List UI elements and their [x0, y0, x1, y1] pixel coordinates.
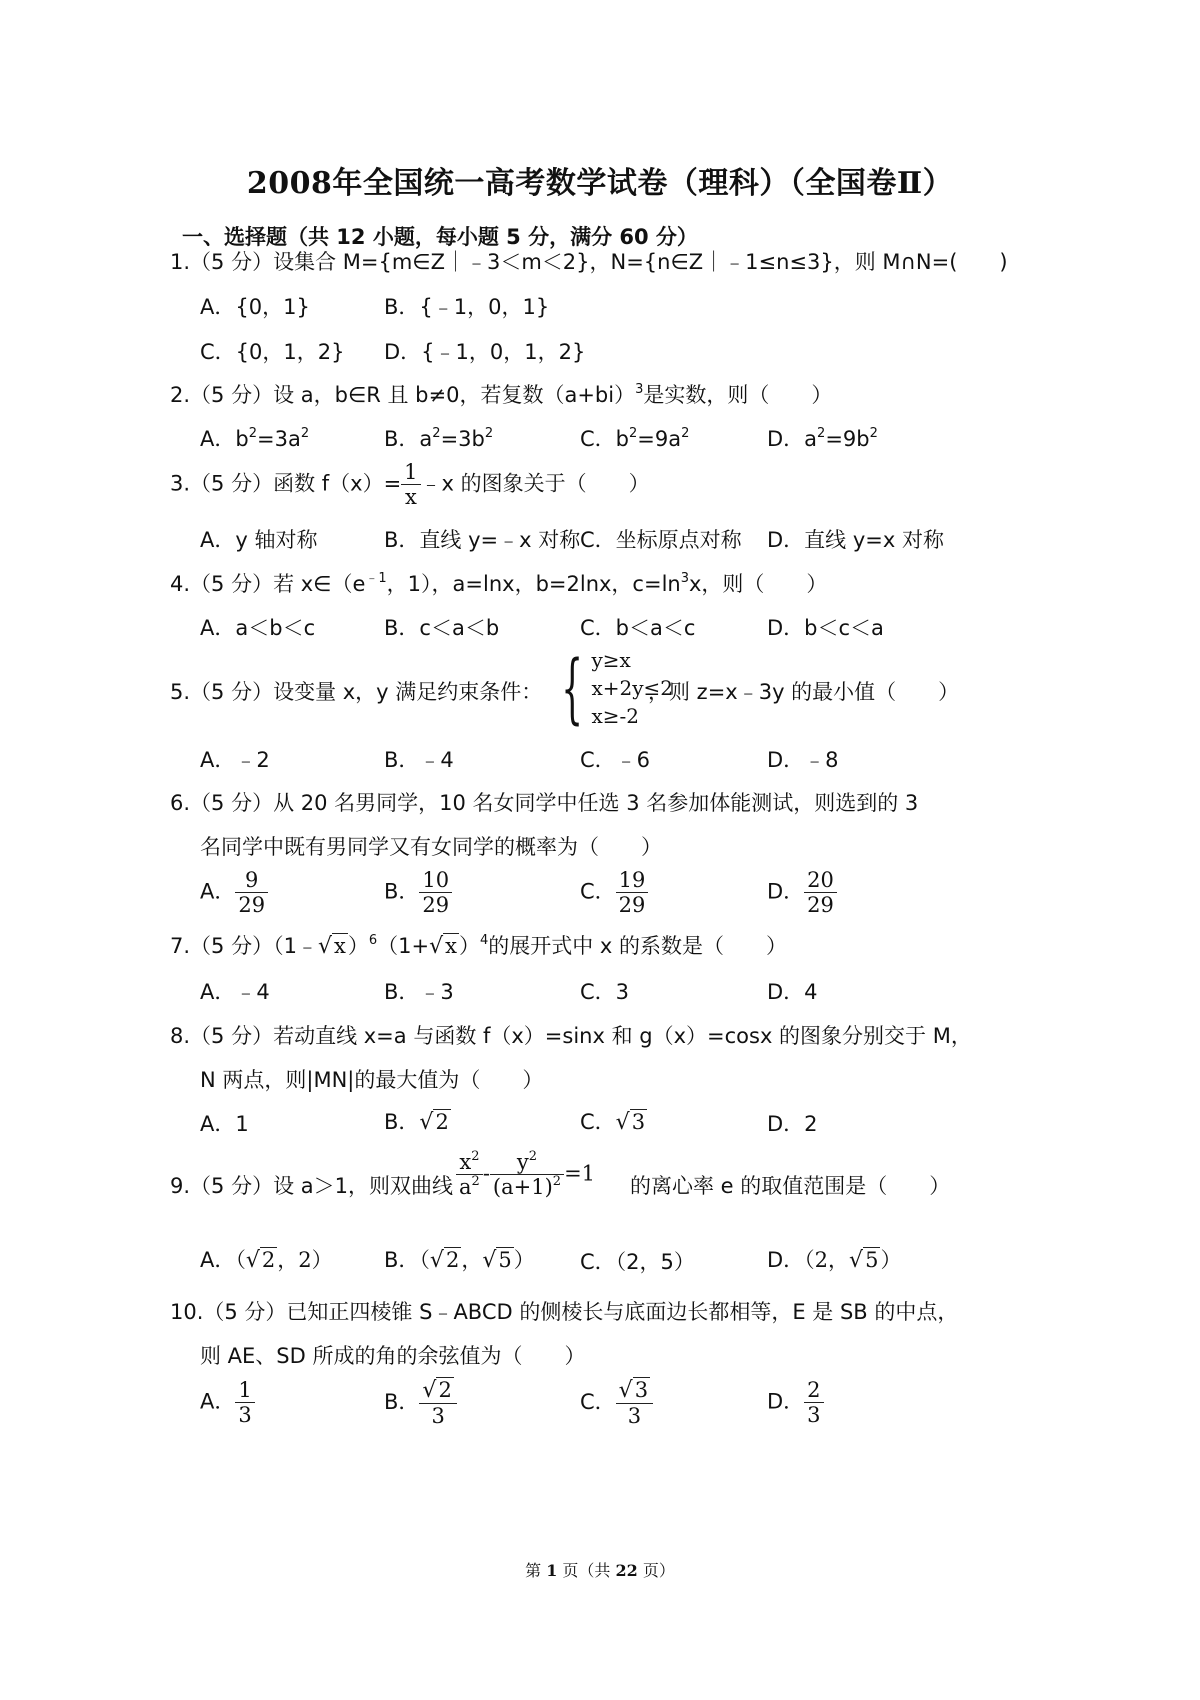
question-5-stem: 5.（5 分）设变量 x，y 满足约束条件： — [170, 680, 543, 704]
q5-constraint-2: x+2y≤2 — [591, 676, 673, 700]
sqrt-icon: √ — [422, 1378, 437, 1403]
q9d-sqrt — [849, 1248, 880, 1273]
q9-stem-tail: 的离心率 e 的取值范围是（ ） — [630, 1174, 951, 1198]
sqrt-icon: √ — [429, 1248, 444, 1273]
q10a-den: 3 — [235, 1402, 254, 1427]
q10c-fraction — [616, 1378, 653, 1428]
q8c-sqrt — [616, 1110, 647, 1135]
q5-option-b: B．﹣4 — [384, 748, 454, 772]
q3-option-a: A．y 轴对称 — [200, 528, 318, 552]
q9d-interval: （2，√5） — [804, 1248, 902, 1273]
question-10-line-1: 10.（5 分）已知正四棱锥 S﹣ABCD 的侧棱长与底面边长都相等，E 是 SB 的中点， — [170, 1300, 959, 1324]
q9b-radicand-1: 2 — [445, 1248, 460, 1272]
q5-constraint-1: y≥x — [591, 648, 631, 672]
q7-radicand-2: x — [445, 934, 457, 958]
q8b-radicand: 2 — [435, 1110, 449, 1134]
question-6-line-2: 名同学中既有男同学又有女同学的概率为（ ） — [200, 835, 662, 859]
q2d-text: D．a — [767, 427, 818, 451]
q6c-fraction — [616, 868, 649, 917]
left-brace-icon: { — [561, 643, 584, 732]
q6-option-d — [767, 868, 837, 917]
q4-option-c: C．b＜a＜c — [580, 616, 696, 640]
footer-prefix: 第 — [525, 1561, 542, 1580]
q8c-radicand: 3 — [631, 1110, 646, 1134]
footer-page-number: 1 — [546, 1561, 558, 1580]
q9d-radicand: 5 — [865, 1248, 879, 1272]
q10a-label: A． — [200, 1389, 236, 1414]
q4-option-a: A．a＜b＜c — [200, 616, 316, 640]
q10c-label: C． — [580, 1390, 616, 1414]
q7-option-a: A．﹣4 — [200, 980, 270, 1004]
footer-middle: 页（共 — [562, 1561, 611, 1580]
q9-option-b — [384, 1244, 535, 1274]
q6c-label: C． — [580, 879, 616, 904]
q4-option-d: D．b＜c＜a — [767, 616, 884, 640]
page-footer — [0, 1558, 1200, 1581]
q9-f1-den — [456, 1174, 483, 1199]
q9-option-a — [200, 1244, 333, 1274]
q9a-sqrt — [246, 1248, 277, 1273]
q2a-mid: =3a — [256, 427, 301, 451]
q5-option-a: A．﹣2 — [200, 748, 270, 772]
q2-stem-tail: 是实数，则（ ） — [643, 383, 833, 407]
sqrt-icon: √ — [419, 1110, 434, 1135]
q9-f2-den-exp: 2 — [552, 1174, 562, 1189]
q2a-text: A．b — [200, 427, 249, 451]
q10d-den: 3 — [804, 1402, 823, 1427]
q9a-radicand: 2 — [261, 1248, 276, 1272]
q6c-num: 19 — [618, 868, 646, 892]
q4-exponent-2: 3 — [680, 571, 689, 586]
q8-option-d: D．2 — [767, 1112, 818, 1136]
q6a-fraction — [235, 868, 268, 917]
q9-option-d — [767, 1244, 901, 1274]
q9b-interval: （√2，√5） — [419, 1248, 535, 1273]
q8b-sqrt — [419, 1110, 450, 1135]
q9a-interval: （√2，2） — [235, 1248, 333, 1273]
question-8-line-2: N 两点，则|MN|的最大值为（ ） — [200, 1068, 544, 1092]
q2c-mid: =9a — [637, 427, 682, 451]
q7-option-d: D．4 — [767, 980, 818, 1004]
q7-sqrt-2 — [429, 934, 459, 959]
q10c-num — [616, 1378, 653, 1403]
q2d-mid: =9b — [825, 427, 870, 451]
q9a-label: A． — [200, 1248, 236, 1272]
q6c-den: 29 — [616, 892, 649, 917]
q2-option-c — [580, 423, 689, 453]
q4-stem-text: 4.（5 分）若 x∈（e — [170, 572, 366, 596]
q10-option-b — [384, 1378, 457, 1428]
sqrt-icon: √ — [245, 1248, 260, 1273]
q8-option-a: A．1 — [200, 1112, 249, 1136]
question-7-stem — [170, 930, 787, 960]
q6d-den: 29 — [804, 892, 837, 917]
q2a-sup2: 2 — [300, 426, 310, 441]
q9-f1-den-exp: 2 — [471, 1174, 480, 1189]
q10a-num: 1 — [238, 1378, 252, 1402]
q9-f1-num-exp: 2 — [471, 1149, 480, 1164]
q3-numerator: 1 — [404, 460, 418, 484]
q9d-label: D． — [767, 1248, 805, 1272]
footer-total-pages: 22 — [615, 1561, 638, 1580]
q10d-label: D． — [767, 1389, 805, 1414]
q2c-sup1: 2 — [629, 426, 638, 441]
sqrt-icon: √ — [618, 1378, 633, 1403]
q10-option-a — [200, 1378, 255, 1427]
q10a-fraction — [235, 1378, 254, 1427]
q9-f1-num-var: x — [459, 1150, 472, 1174]
q10c-den: 3 — [616, 1403, 653, 1428]
q6d-label: D． — [767, 879, 805, 904]
q7-text-b: ） — [347, 934, 369, 958]
q10b-label: B． — [384, 1390, 420, 1414]
q3-stem-text: 3.（5 分）函数 f（x）= — [170, 471, 402, 496]
q10b-radicand: 2 — [438, 1378, 452, 1402]
q9-fraction-2 — [490, 1150, 564, 1199]
q2b-sup1: 2 — [432, 426, 441, 441]
q9-option-c: C．（2，5） — [580, 1250, 695, 1274]
q8b-label: B． — [384, 1110, 420, 1134]
q9b-label: B． — [384, 1248, 420, 1272]
q9-f2-den — [490, 1174, 564, 1199]
q4-option-b: B．c＜a＜b — [384, 616, 500, 640]
section-heading: 一、选择题（共 12 小题，每小题 5 分，满分 60 分） — [182, 225, 698, 249]
q2-stem-text: 2.（5 分）设 a，b∈R 且 b≠0，若复数（a+bi） — [170, 383, 636, 407]
q3-option-c: C．坐标原点对称 — [580, 528, 742, 552]
q5-option-c: C．﹣6 — [580, 748, 651, 772]
q2-option-b — [384, 423, 493, 453]
q2a-sup1: 2 — [248, 426, 257, 441]
q7-exponent-2: 4 — [479, 933, 489, 948]
question-1-stem: 1.（5 分）设集合 M={m∈Z｜﹣3＜m＜2}，N={n∈Z｜﹣1≤n≤3}，则 M∩N=( ) — [170, 250, 1008, 274]
q6b-label: B． — [384, 879, 420, 904]
q7-option-c: C．3 — [580, 980, 630, 1004]
q2b-sup2: 2 — [484, 426, 494, 441]
q7-text-d: ） — [458, 934, 480, 958]
q10c-radicand: 3 — [634, 1378, 649, 1402]
q5-constraint-3: x≥-2 — [591, 704, 639, 728]
q6b-num: 10 — [422, 868, 450, 892]
q6a-num: 9 — [245, 868, 259, 892]
q10d-fraction — [804, 1378, 823, 1427]
q10b-fraction — [419, 1378, 456, 1428]
q9d-lower: 2 — [814, 1248, 829, 1272]
q10-option-c — [580, 1378, 653, 1428]
q2d-sup1: 2 — [817, 426, 826, 441]
q2b-text: B．a — [384, 427, 433, 451]
question-3-stem — [170, 460, 650, 509]
q6-option-a — [200, 868, 268, 917]
q2d-sup2: 2 — [869, 426, 878, 441]
q10b-den: 3 — [419, 1403, 456, 1428]
q3-denominator: x — [401, 484, 420, 509]
q4-stem-mid: ，1），a=lnx，b=2lnx，c=ln — [386, 572, 681, 596]
q3-option-d: D．直线 y=x 对称 — [767, 528, 944, 552]
page-title: 2008年全国统一高考数学试卷（理科）（全国卷Ⅱ） — [246, 166, 954, 201]
q7-text-c: （1+ — [377, 934, 430, 958]
q10d-num: 2 — [807, 1378, 821, 1402]
q5-stem-tail: ，则 z=x﹣3y 的最小值（ ） — [648, 680, 960, 704]
q9b-sqrt-1 — [430, 1248, 461, 1273]
q6b-den: 29 — [419, 892, 452, 917]
q6-option-c — [580, 868, 648, 917]
q6a-den: 29 — [235, 892, 268, 917]
q8c-label: C． — [580, 1110, 616, 1134]
q8-option-c — [580, 1106, 647, 1136]
q1-option-a: A．{0，1} — [200, 295, 310, 319]
q1-option-c: C．{0，1，2} — [200, 340, 345, 364]
q6b-fraction — [419, 868, 452, 917]
q4-exponent-1: ﹣1 — [365, 571, 387, 586]
sqrt-icon: √ — [482, 1248, 497, 1273]
q2-exponent: 3 — [635, 382, 644, 397]
q1-option-b: B．{﹣1，0，1} — [384, 295, 550, 319]
q2c-text: C．b — [580, 427, 629, 451]
q7-exponent-1: 6 — [368, 933, 378, 948]
q7-text-e: 的展开式中 x 的系数是（ ） — [488, 934, 787, 958]
q6a-label: A． — [200, 879, 236, 904]
q7-option-b: B．﹣3 — [384, 980, 454, 1004]
q2-option-a — [200, 423, 309, 453]
q9-f1-num — [456, 1150, 483, 1174]
q10c-sqrt — [619, 1378, 650, 1403]
q9-f2-num-exp: 2 — [528, 1149, 538, 1164]
q3-fraction — [401, 460, 420, 509]
q9-f1-den-var: a — [459, 1175, 472, 1199]
q6d-num: 20 — [807, 868, 834, 892]
q10b-num — [419, 1378, 456, 1403]
q9-f2-num — [490, 1150, 564, 1174]
q2-option-d — [767, 423, 878, 453]
q4-stem-tail: x，则（ ） — [689, 572, 828, 596]
q6-option-b — [384, 868, 452, 917]
q7-radicand-1: x — [333, 934, 346, 958]
q9a-upper: 2 — [298, 1248, 312, 1272]
q10b-sqrt — [422, 1378, 453, 1403]
question-9-stem: 9.（5 分）设 a＞1，则双曲线 — [170, 1174, 453, 1198]
q7-text-a: 7.（5 分）（1﹣ — [170, 934, 318, 958]
sqrt-icon: √ — [849, 1248, 864, 1273]
q10-option-d — [767, 1378, 824, 1427]
q7-sqrt-1 — [318, 934, 348, 959]
q9-f2-den-var: (a+1) — [492, 1175, 553, 1199]
q9-f2-num-var: y — [516, 1150, 529, 1174]
footer-suffix: 页） — [642, 1561, 675, 1580]
question-2-stem — [170, 379, 832, 409]
q9-equals-one: =1 — [564, 1161, 596, 1186]
q3-stem-tail: ﹣x 的图象关于（ ） — [420, 471, 650, 496]
q5-option-d: D．﹣8 — [767, 748, 839, 772]
q2c-sup2: 2 — [681, 426, 690, 441]
sqrt-icon: √ — [429, 934, 444, 959]
q9-minus: - — [482, 1161, 490, 1186]
question-10-line-2: 则 AE、SD 所成的角的余弦值为（ ） — [200, 1344, 586, 1368]
q9b-radicand-2: 5 — [498, 1248, 512, 1272]
q3-option-b: B．直线 y=﹣x 对称 — [384, 528, 581, 552]
q1-option-d: D．{﹣1，0，1，2} — [384, 340, 586, 364]
q9-hyperbola-equation — [456, 1150, 595, 1199]
q2b-mid: =3b — [440, 427, 485, 451]
question-6-line-1: 6.（5 分）从 20 名男同学，10 名女同学中任选 3 名参加体能测试，则选到的 3 — [170, 791, 919, 815]
q9-fraction-1 — [456, 1150, 483, 1199]
q8-option-b — [384, 1106, 451, 1136]
question-4-stem — [170, 568, 827, 598]
sqrt-icon: √ — [615, 1110, 630, 1135]
question-8-line-1: 8.（5 分）若动直线 x=a 与函数 f（x）=sinx 和 g（x）=cosx 的图象分别交于 M， — [170, 1024, 972, 1048]
q9b-sqrt-2 — [482, 1248, 513, 1273]
sqrt-icon: √ — [317, 934, 332, 959]
q6d-fraction — [804, 868, 837, 917]
